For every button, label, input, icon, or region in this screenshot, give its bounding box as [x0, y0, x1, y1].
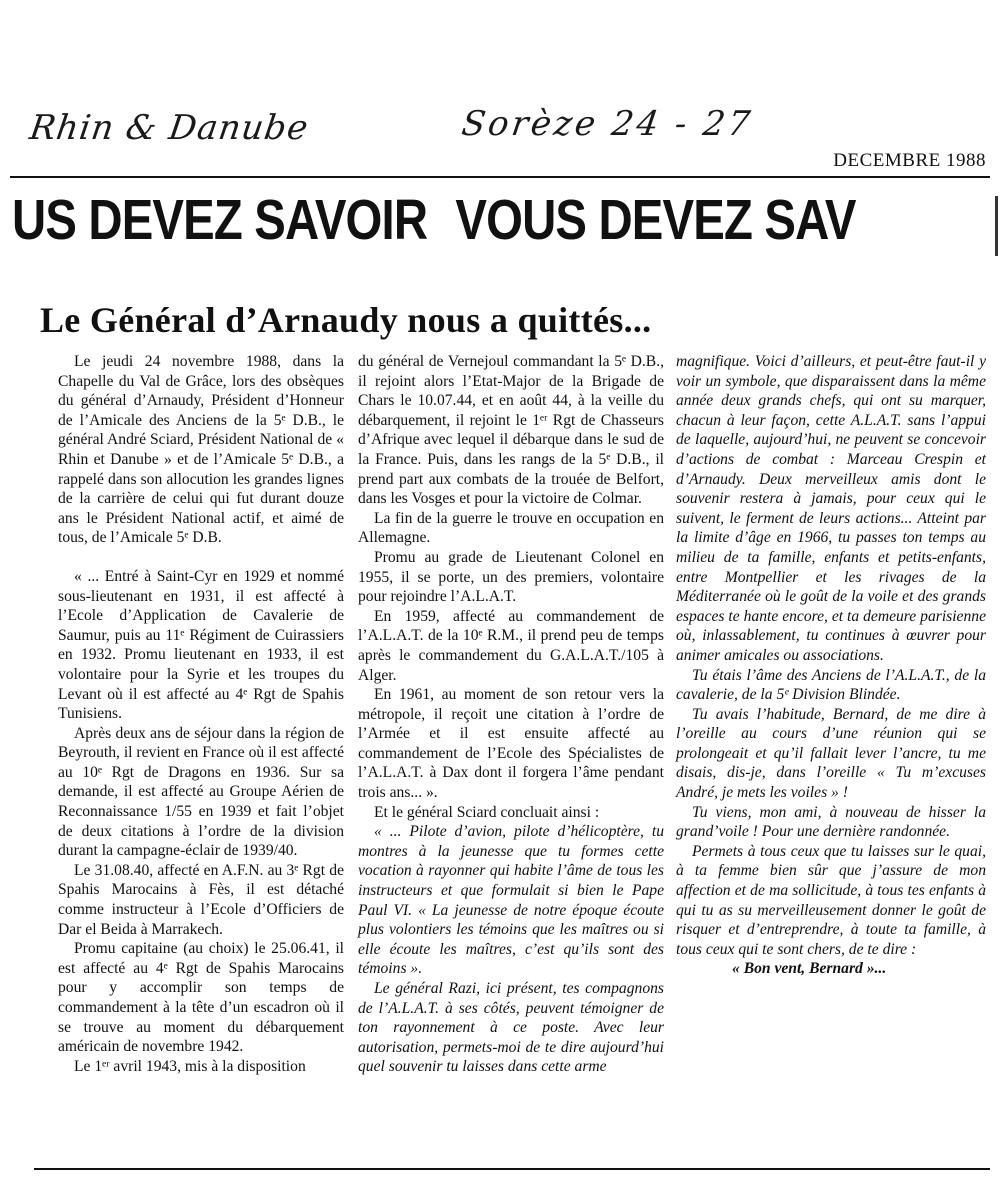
handwritten-note-right: Sorèze 24 - 27 [459, 104, 756, 144]
paragraph: Le jeudi 24 novembre 1988, dans la Chapelle du Val de Grâce, lors des obsèques du général d’Arnaudy, Président d’Honneur de l’Amicale des Anciens de la 5ᵉ D.B., le général André Sciard, Président National de « Rhin et Danube » et de l’Amicale 5ᵉ D.B., a rappelé dans son allocution les grandes lignes de la carrière de celui qui fut durant douze ans le Président National actif, et aimé de tous, de l’Amicale 5ᵉ D.B. [58, 353, 344, 547]
paragraph: Après deux ans de séjour dans la région de Beyrouth, il revient en France où il est affecté au 10ᵉ Rgt de Dragons en 1936. Sur sa demande, il est affecté au Groupe Aérien de Reconnaissance 1/55 en 1939 et fait l’objet de deux citations à l’ordre de la division durant la campagne-éclair de 1939/40. [58, 724, 344, 860]
article-column-3 [676, 352, 986, 979]
article-headline: Le Général d’Arnaudy nous a quittés... [40, 300, 652, 340]
paragraph: Promu au grade de Lieutenant Colonel en 1955, il se porte, un des premiers, volontaire pour rejoindre l’A.L.A.T. [358, 548, 664, 606]
paragraph: du général de Vernejoul commandant la 5ᵉ D.B., il rejoint alors l’Etat-Major de la Brigade de Chars le 10.07.44, et en août 44, à la veille du débarquement, il rejoint le 1ᵉʳ Rgt de Chasseurs d’Afrique avec lequel il débarque dans le sud de la France. Puis, dans les rangs de la 5ᵉ D.B., il prend part aux combats de la trouée de Belfort, dans les Vosges et pour la victoire de Colmar. [358, 353, 664, 508]
closing-line: « Bon vent, Bernard »... [732, 960, 887, 978]
article-column-2 [358, 352, 664, 1077]
quote-paragraph: Permets à tous ceux que tu laisses sur le quai, à ta femme bien sûr que j’assure de mon affection et de ma sollicitude, à tous tes enfants à qui tu as su merveilleusement donner le goût de risquer et d’entreprendre, à toute ta famille, à tous ceux qui te sont chers, de te dire : [676, 842, 986, 958]
article-column-1 [58, 352, 344, 1076]
quote-paragraph: Tu avais l’habitude, Bernard, de me dire à l’oreille au cours d’une réunion qui se prolongeait et qu’il fallait lever l’ancre, tu me disais, dis-je, dans l’oreille « Tu m’excuses André, je mets les voiles » ! [676, 705, 986, 802]
paragraph: En 1959, affecté au commandement de l’A.L.A.T. de la 10ᵉ R.M., il prend peu de temps après le commandement du G.A.L.A.T./105 à Alger. [358, 607, 664, 684]
banner-text-right: VOUS DEVEZ SAV [455, 188, 856, 252]
scan-edge-mark [995, 196, 998, 256]
top-divider [10, 176, 990, 178]
paragraph: Le 1ᵉʳ avril 1943, mis à la disposition [74, 1057, 306, 1075]
issue-date: DECEMBRE 1988 [833, 150, 986, 171]
quote-paragraph: Le général Razi, ici présent, tes compagnons de l’A.L.A.T. à ses côtés, peuvent témoigner de ton rayonnement à ce poste. Avec leur autorisation, permets-moi de te dire aujourd’hui quel souvenir tu laisses dans cette arme [358, 980, 664, 1076]
section-banner [12, 188, 1000, 252]
quote-paragraph: magnifique. Voici d’ailleurs, et peut-être faut-il y voir un symbole, que disparaissent dans la même année deux grands chefs, qui ont su marquer, chacun à leur façon, cette A.L.A.T. sans l’appui de laquelle, aujourd’hui, ne peuvent se concevoir d’actions de combat : Marceau Crespin et d’Arnaudy. Deux merveilleux amis dont le souvenir restera à jamais, pour ceux qui le suivent, le ferment de leurs actions... Atteint par la limite d’âge en 1966, tu passes ton temps au milieu de ta famille, enfants et petits-enfants, entre Montpellier et les rivages de la Méditerranée où le goût de la voile et des grands espaces te hante encore, et ta demeure parisienne où, inlassablement, tu continues à œuvrer pour animer amicales ou associations. [676, 353, 986, 664]
paragraph: « ... Entré à Saint-Cyr en 1929 et nommé sous-lieutenant en 1931, il est affecté à l’Ecole d’Application de Cavalerie de Saumur, puis au 11ᵉ Régiment de Cuirassiers en 1932. Promu lieutenant en 1933, il est volontaire pour la Syrie et les troupes du Levant où il est affecté au 4ᵉ Rgt de Spahis Tunisiens. [58, 567, 344, 723]
quote-paragraph: « ... Pilote d’avion, pilote d’hélicoptère, tu montres à la jeunesse que tu formes cette vocation à rayonner qui habite l’âme de tous les instructeurs et que formulait si bien le Pape Paul VI. « La jeunesse de notre époque écoute plus volontiers les témoins que les maîtres ou si elle écoute les maîtres, c’est qu’ils sont des témoins ». [358, 823, 664, 978]
paragraph: La fin de la guerre le trouve en occupation en Allemagne. [358, 509, 664, 547]
handwritten-note-left: Rhin & Danube [27, 108, 312, 148]
paragraph: Promu capitaine (au choix) le 25.06.41, il est affecté au 4ᵉ Rgt de Spahis Marocains pour y accomplir son temps de commandement à la tête d’un escadron où il se trouve au moment du débarquement américain de novembre 1942. [58, 940, 344, 1056]
bottom-divider [34, 1168, 990, 1170]
quote-paragraph: Tu viens, mon ami, à nouveau de hisser la grand’voile ! Pour une dernière randonnée. [676, 803, 986, 841]
quote-paragraph: Tu étais l’âme des Anciens de l’A.L.A.T., de la cavalerie, de la 5ᵉ Division Blindée. [676, 666, 986, 704]
paragraph: Et le général Sciard concluait ainsi : [374, 803, 600, 821]
paragraph: En 1961, au moment de son retour vers la métropole, il reçoit une citation à l’ordre de l’Armée et il est ensuite affecté au commandement de l’Ecole des Spécialistes de l’A.L.A.T. à Dax dont il forgera l’âme pendant trois ans... ». [358, 686, 664, 802]
banner-text-left: US DEVEZ SAVOIR [12, 188, 428, 252]
paragraph: Le 31.08.40, affecté en A.F.N. au 3ᵉ Rgt de Spahis Marocains à Fès, il est détaché comme instructeur à l’Ecole d’Officiers de Dar el Beida à Marrakech. [58, 861, 344, 938]
